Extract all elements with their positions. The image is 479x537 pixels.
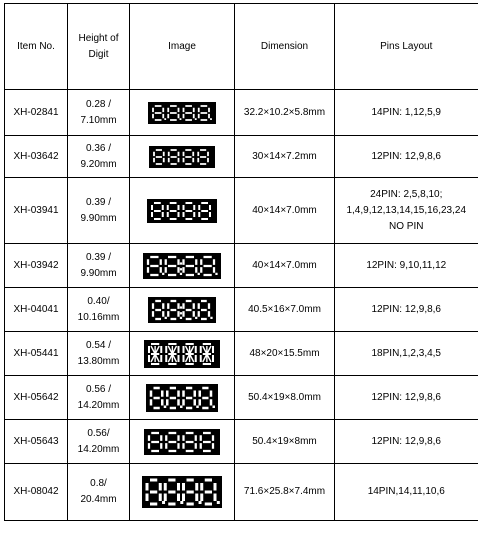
table-row [5,288,478,332]
pins-line: 14PIN,14,11,10,6 [367,486,445,497]
pins-line: 14PIN: 1,12,5,9 [371,106,441,118]
cell-height [68,420,130,464]
cell-height-mm: 10.16mm [77,311,120,323]
pins-line: 1,4,9,12,13,14,15,16,23,24 [346,204,467,216]
cell-height [68,244,130,288]
product-spec-table [4,3,478,521]
header-height-line1: Height of [78,32,119,44]
cell-height-inch: 0.56 / [85,383,112,395]
cell-height-inch: 0.36 / [85,142,112,154]
cell-item-no: XH-03642 [5,136,68,178]
cell-height [68,332,130,376]
cell-height-mm: 20.4mm [80,494,117,505]
cell-height [68,136,130,178]
cell-item-no: XH-03941 [5,178,68,244]
cell-pins-layout [335,332,478,376]
led-display-image [144,429,220,455]
cell-item-no: XH-05643 [5,420,68,464]
header-pins-layout: Pins Layout [335,4,478,90]
cell-item-no: XH-08042 [5,464,68,521]
table-row [5,244,478,288]
cell-image [130,136,235,178]
cell-height [68,90,130,136]
header-dimension: Dimension [235,4,335,90]
cell-image [130,90,235,136]
pins-line: 12PIN: 9,10,11,12 [366,259,447,271]
cell-height-mm: 14.20mm [77,443,120,455]
cell-image [130,376,235,420]
cell-height-inch: 0.56/ [87,427,110,439]
pins-line: NO PIN [389,220,424,232]
led-display-image [148,102,216,124]
cell-item-no: XH-03942 [5,244,68,288]
cell-image [130,464,235,521]
led-display-image [147,199,217,223]
cell-height [68,288,130,332]
table-row [5,420,478,464]
cell-dimension: 32.2×10.2×5.8mm [235,90,335,136]
cell-dimension: 50.4×19×8mm [235,420,335,464]
cell-height-mm: 9.20mm [80,158,117,170]
header-row [5,4,478,90]
cell-height-inch: 0.8/ [90,478,107,489]
cell-height-mm: 7.10mm [80,114,117,126]
cell-pins-layout [335,244,478,288]
cell-pins-layout [335,288,478,332]
pins-line: 18PIN,1,2,3,4,5 [371,347,441,359]
cell-height [68,464,130,521]
cell-height [68,376,130,420]
pins-line: 12PIN: 12,9,8,6 [371,303,441,315]
cell-height-inch: 0.40/ [87,295,110,307]
cell-pins-layout [335,420,478,464]
led-display-image [143,253,221,279]
cell-height-mm: 9.90mm [80,212,117,224]
table-row [5,332,478,376]
table-row [5,90,478,136]
cell-pins-layout [335,90,478,136]
pins-line: 12PIN: 12,9,8,6 [371,435,441,447]
table-row [5,178,478,244]
cell-image [130,332,235,376]
led-display-image [146,384,218,412]
table-row [5,376,478,420]
cell-item-no: XH-05441 [5,332,68,376]
cell-pins-layout [335,136,478,178]
cell-height-inch: 0.28 / [85,98,112,110]
cell-dimension: 40×14×7.0mm [235,244,335,288]
cell-dimension: 40×14×7.0mm [235,178,335,244]
pins-line: 12PIN: 12,9,8,6 [371,150,441,162]
led-display-image [142,476,222,508]
cell-dimension: 48×20×15.5mm [235,332,335,376]
cell-height-inch: 0.39 / [85,251,112,263]
cell-height-inch: 0.54 / [85,339,112,351]
led-display-image [144,340,220,368]
cell-height-inch: 0.39 / [85,196,112,208]
cell-image [130,178,235,244]
cell-image [130,244,235,288]
cell-item-no: XH-05642 [5,376,68,420]
cell-height-mm: 9.90mm [80,267,117,279]
cell-image [130,420,235,464]
cell-pins-layout [335,178,478,244]
pins-line: 24PIN: 2,5,8,10; [370,188,443,200]
header-height [68,4,130,90]
cell-dimension: 40.5×16×7.0mm [235,288,335,332]
header-image: Image [130,4,235,90]
header-height-line2: Digit [88,48,109,60]
header-item-no: Item No. [5,4,68,90]
table-row [5,136,478,178]
cell-image [130,288,235,332]
cell-height [68,178,130,244]
pins-line: 12PIN: 12,9,8,6 [371,391,441,403]
cell-item-no: XH-04041 [5,288,68,332]
cell-dimension: 50.4×19×8.0mm [235,376,335,420]
cell-pins-layout [335,376,478,420]
cell-pins-layout [335,464,478,521]
cell-item-no: XH-02841 [5,90,68,136]
table-row [5,464,478,521]
cell-height-mm: 13.80mm [77,355,120,367]
cell-dimension: 30×14×7.2mm [235,136,335,178]
led-display-image [149,146,215,168]
cell-height-mm: 14.20mm [77,399,120,411]
led-display-image [148,297,216,323]
cell-dimension: 71.6×25.8×7.4mm [235,464,335,521]
